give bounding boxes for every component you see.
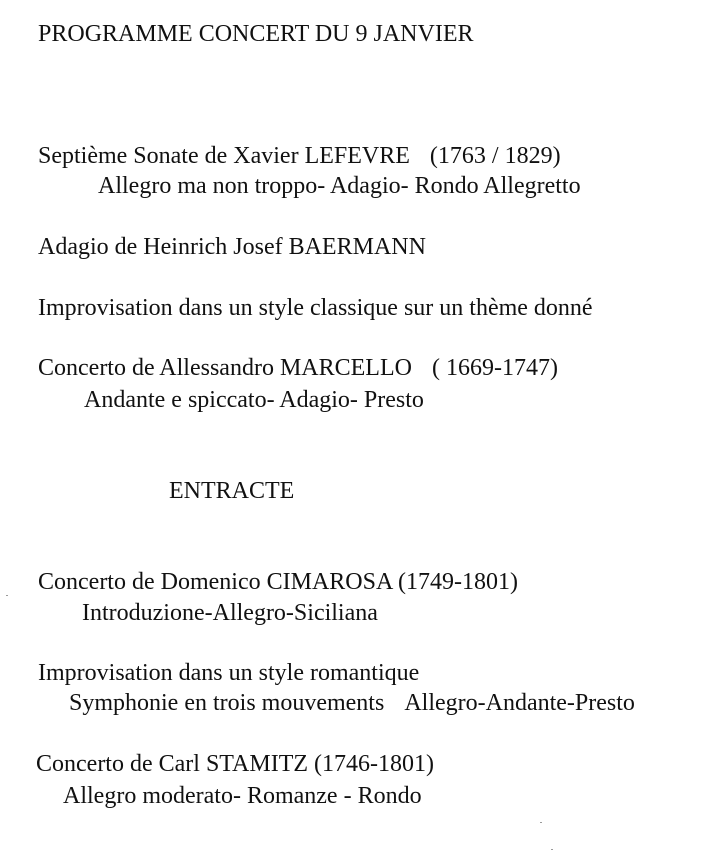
romantic-improvisation-heading: Improvisation dans un style romantique [38,660,420,686]
scan-speck-bottom-2 [551,849,553,850]
cimarosa-movements: Introduzione-Allegro-Siciliana [82,600,378,626]
marcello-heading: Concerto de Allessandro MARCELLO [38,355,412,381]
lefevre-heading: Septième Sonate de Xavier LEFEVRE [38,143,410,169]
stamitz-movements: Allegro moderato- Romanze - Rondo [63,783,422,809]
cimarosa-line [38,568,518,596]
entracte-heading: ENTRACTE [169,478,295,504]
classical-improvisation-heading: Improvisation dans un style classique sur un thème donné [38,295,593,321]
symphony-label: Symphonie en trois mouvements [69,690,385,716]
stamitz-line [36,750,434,778]
stamitz-dates: (1746-1801) [314,751,434,777]
program-title: PROGRAMME CONCERT DU 9 JANVIER [38,21,474,47]
symphony-movements: Allegro-Andante-Presto [404,690,635,716]
marcello-line [38,354,558,382]
romantic-improvisation-movements [69,689,635,717]
lefevre-line [38,142,561,170]
lefevre-dates: (1763 / 1829) [429,143,561,169]
scan-speck-bottom-1 [540,822,542,823]
stamitz-heading: Concerto de Carl STAMITZ [36,751,309,777]
marcello-movements: Andante e spiccato- Adagio- Presto [84,387,424,413]
baermann-heading: Adagio de Heinrich Josef BAERMANN [38,234,426,260]
cimarosa-dates: (1749-1801) [397,569,518,595]
scan-speck-left [6,595,8,596]
cimarosa-heading: Concerto de Domenico CIMAROSA [38,569,392,595]
lefevre-movements: Allegro ma non troppo- Adagio- Rondo Allegretto [98,173,581,199]
marcello-dates: ( 1669-1747) [431,355,558,381]
